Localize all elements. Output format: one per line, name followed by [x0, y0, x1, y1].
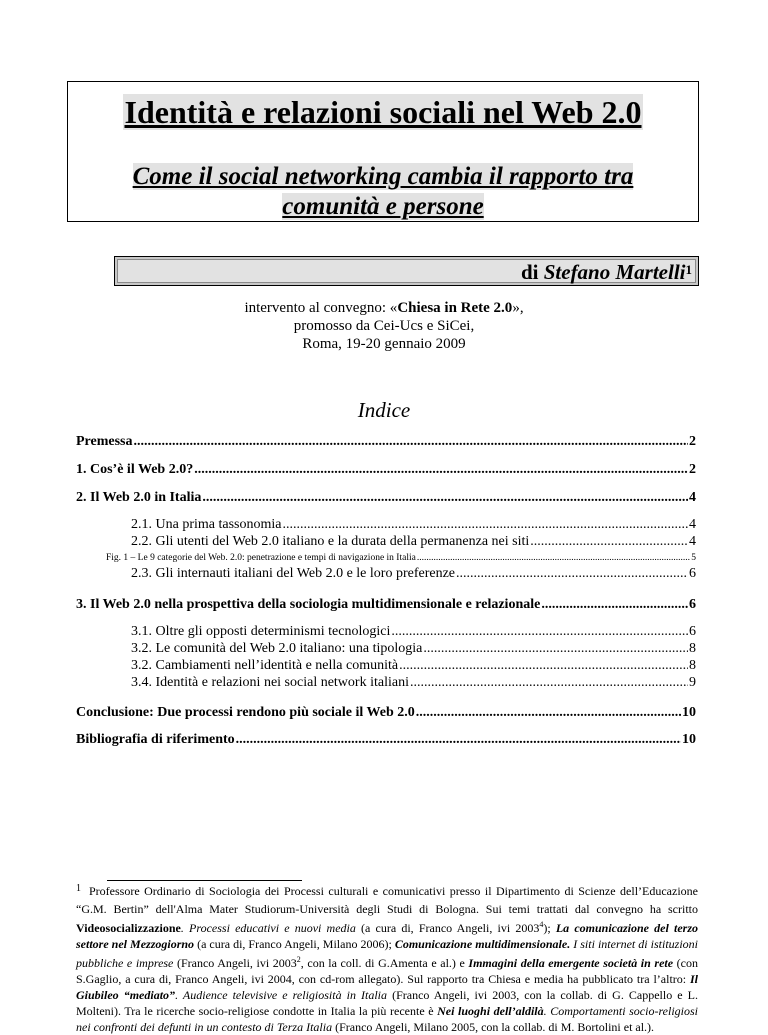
toc-entry[interactable]: 2. Il Web 2.0 in Italia ..... 4	[76, 490, 696, 506]
toc-entry[interactable]: 3.4. Identità e relazioni nei social network italiani ..... 9	[131, 675, 696, 691]
footnote-separator	[107, 880, 302, 881]
toc-entry[interactable]: Conclusione: Due processi rendono più sociale il Web 2.0 ..... 10	[76, 705, 696, 721]
toc-entry[interactable]: Bibliografia di riferimento ..... 10	[76, 732, 696, 748]
toc-entry[interactable]: 3. Il Web 2.0 nella prospettiva della sociologia multidimensionale e relazionale ..... 6	[76, 597, 696, 613]
document-subtitle: Come il social networking cambia il rapporto tra comunità e persone	[132, 163, 634, 220]
title-box	[67, 81, 699, 222]
toc-entry[interactable]: 3.2. Cambiamenti nell’identità e nella comunità ..... 8	[131, 658, 696, 674]
toc-entry[interactable]: 1. Cos’è il Web 2.0? ..... 2	[76, 462, 696, 478]
toc-entry[interactable]: 3.2. Le comunità del Web 2.0 italiano: una tipologia ..... 8	[131, 641, 696, 657]
toc-entry[interactable]: 2.3. Gli internauti italiani del Web 2.0 e le loro preferenze ..... 6	[131, 566, 696, 582]
conference-info	[0, 299, 768, 353]
author-name: Stefano Martelli	[543, 260, 686, 284]
conference-line-2: promosso da Cei-Ucs e SiCei,	[293, 318, 475, 334]
toc-entry[interactable]: Fig. 1 – Le 9 categorie del Web. 2.0: penetrazione e tempi di navigazione in Italia ..... 5	[106, 553, 696, 563]
toc-entry[interactable]: Premessa ..... 2	[76, 434, 696, 450]
author-box	[114, 256, 699, 286]
conference-line-3: Roma, 19-20 gennaio 2009	[302, 336, 466, 352]
author-line: di Stefano Martelli$^1$	[117, 259, 696, 283]
toc-heading: Indice	[357, 398, 411, 422]
footnote: $^1$ Professore Ordinario di Sociologia dei Processi culturali e comunicativi presso il Dipartimento di Scienze dell’Educazione “G.M. Bertin” dell'Alma Mater Studiorum-Università degli Studi di Bologna. Sui temi trattati dal convegno ha scritto Videosocializzazione. Processi educativi e nuovi media (a cura di, Franco Angeli, ivi 2003$^4$); La comunicazione del terzo settore nel Mezzogiorno (a cura di, Franco Angeli, Milano 2006); Comunicazione multidimensionale. I siti internet di istituzioni pubbliche e imprese (Franco Angeli, ivi 2003$^2$, con la coll. di G.Amenta e al.) e Immagini della emergente società in rete (con S.Gaglio, a cura di, Franco Angeli, ivi 2004, con cd-rom allegato). Sul rapporto tra Chiesa e media ha pubblicato tra l’altro: Il Giubileo “mediato”. Audience televisive e religiosità in Italia (Franco Angeli, ivi 2003, con la collab. di G. Cappello e L. Molteni). Tra le ricerche socio-religiose condotte in Italia la più recente è Nei luoghi dell’aldilà. Comportamenti socio-religiosi nei confronti dei defunti in un contesto di Terza Italia (Franco Angeli, Milano 2005, con la collab. di M. Bortolini et al.).	[76, 883, 698, 1034]
footnote-number: 1	[76, 883, 81, 894]
document-title: Identità e relazioni sociali nel Web 2.0	[124, 94, 642, 130]
toc-entry[interactable]: 3.1. Oltre gli opposti determinismi tecnologici ..... 6	[131, 624, 696, 640]
footnote-ref: 1	[685, 262, 692, 277]
toc-entry[interactable]: 2.1. Una prima tassonomia ..... 4	[131, 517, 696, 533]
conference-line-1: intervento al convegno: «Chiesa in Rete 2.0»,	[244, 300, 524, 316]
toc-entry[interactable]: 2.2. Gli utenti del Web 2.0 italiano e la durata della permanenza nei siti ..... 4	[131, 534, 696, 550]
